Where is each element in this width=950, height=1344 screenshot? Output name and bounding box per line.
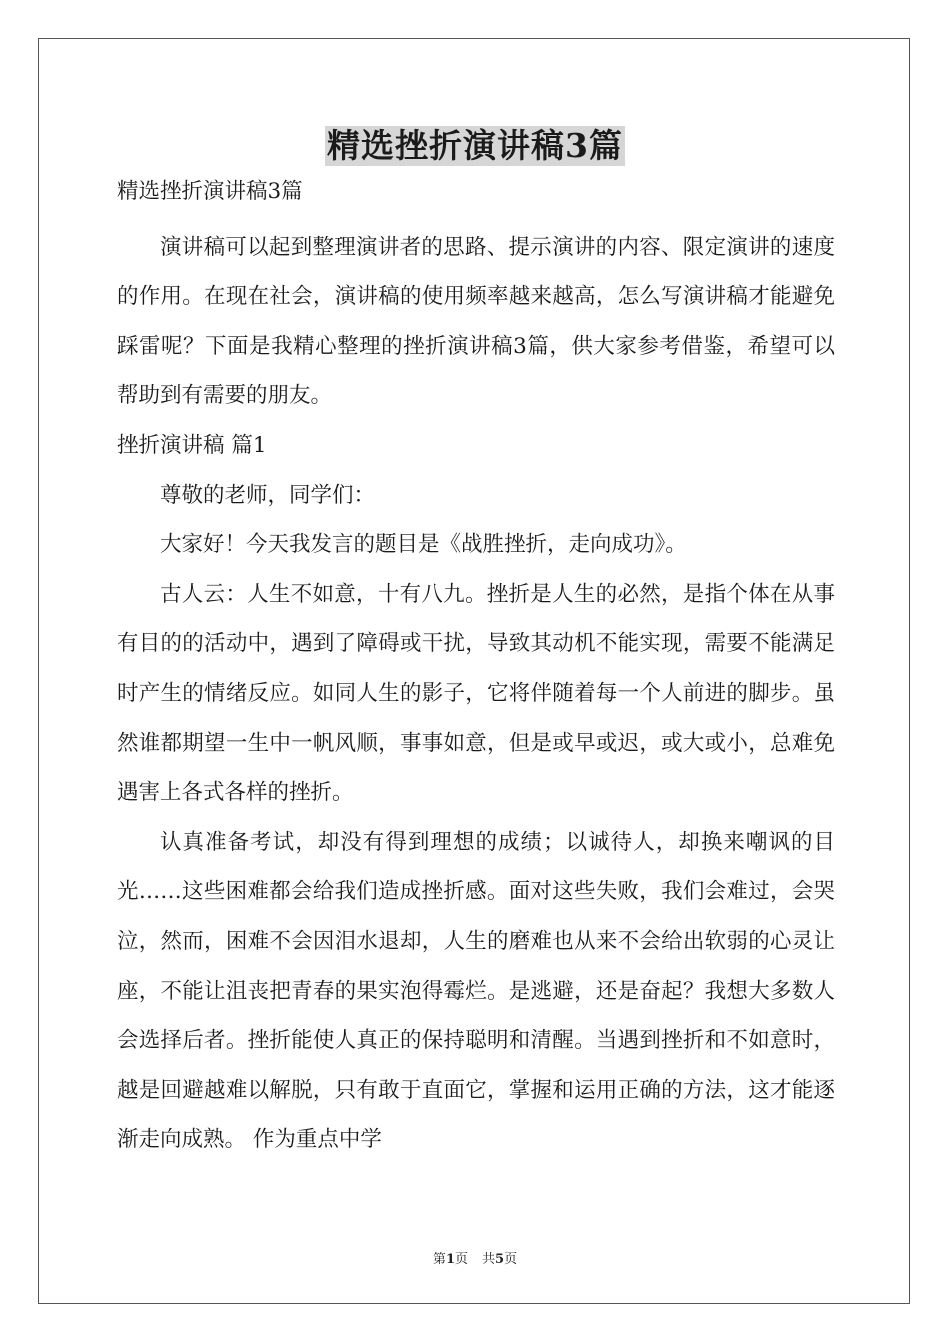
document-title-wrap bbox=[0, 126, 950, 166]
salutation: 尊敬的老师，同学们： bbox=[160, 482, 376, 508]
document-body bbox=[117, 180, 835, 1165]
greeting-paragraph: 大家好！今天我发言的题目是《战胜挫折，走向成功》。 bbox=[160, 532, 687, 558]
body-paragraph-1: 古人云：人生不如意，十有八九。挫折是人生的必然，是指个体在从事有目的的活动中，遇到了障碍或干扰，导致其动机不能实现，需要不能满足时产生的情绪反应。如同人生的影子，它将伴随着每一个人前进的脚步。虽然谁都期望一生中一帆风顺，事事如意，但是或早或迟，或大或小，总难免遇害上各式各样的挫折。 bbox=[117, 581, 835, 806]
body-paragraph-2: 认真准备考试，却没有得到理想的成绩；以诚待人，却换来嘲讽的目光……这些困难都会给我们造成挫折感。面对这些失败，我们会难过，会哭泣，然而，困难不会因泪水退却，人生的磨难也从来不会给出软弱的心灵让座，不能让沮丧把青春的果实泡得霉烂。是逃避，还是奋起？我想大多数人会选择后者。挫折能使人真正的保持聪明和清醒。当遇到挫折和不如意时，越是回避越难以解脱，只有敢于直面它，掌握和运用正确的方法，这才能逐渐走向成熟。 作为重点中学 bbox=[117, 829, 835, 1153]
page-total: 5 bbox=[495, 1252, 505, 1267]
document-title: 精选挫折演讲稿3篇 bbox=[327, 126, 623, 165]
page-footer bbox=[0, 1248, 950, 1267]
page-current: 1 bbox=[445, 1252, 455, 1267]
intro-paragraph: 演讲稿可以起到整理演讲者的思路、提示演讲的内容、限定演讲的速度的作用。在现在社会，演讲稿的使用频率越来越高，怎么写演讲稿才能避免踩雷呢？下面是我精心整理的挫折演讲稿3篇，供大家参考借鉴，希望可以帮助到有需要的朋友。 bbox=[117, 234, 835, 409]
total-prefix: 共 bbox=[482, 1252, 496, 1267]
section-heading: 挫折演讲稿 篇1 bbox=[117, 432, 267, 458]
subtitle-line: 精选挫折演讲稿3篇 bbox=[117, 179, 303, 204]
page-prefix: 第 bbox=[432, 1252, 446, 1267]
page-suffix: 页 bbox=[454, 1252, 468, 1267]
total-suffix: 页 bbox=[504, 1252, 518, 1267]
